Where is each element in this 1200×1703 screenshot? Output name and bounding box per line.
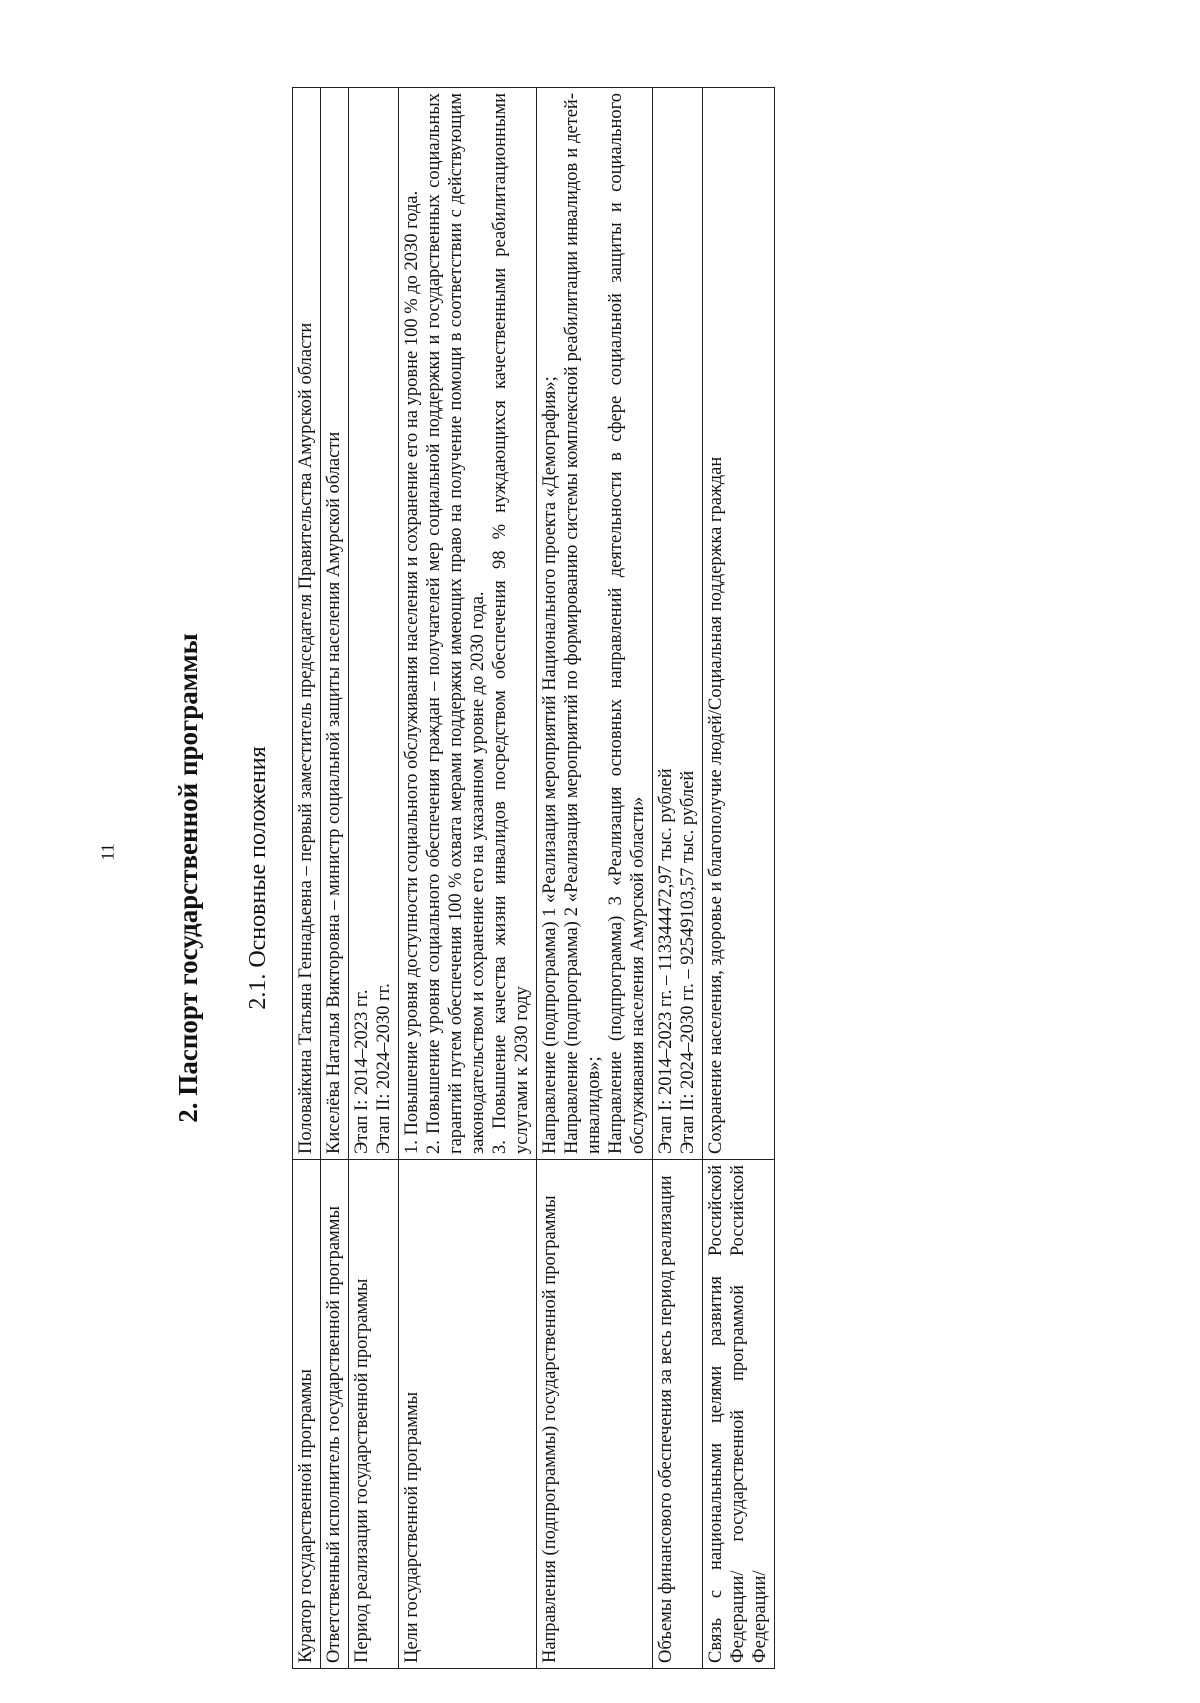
row-value-line: 1. Повышение уровня доступности социального обслуживания населения и сохранение его на уровне 100 % до 2030 года. (402, 190, 422, 1154)
table-row (399, 88, 537, 1669)
row-value-line: Направление (подпрограмма) 3 «Реализация основных направлений деятельности в сфере социальной защиты и социального обслуживания населения Амурской области» (606, 93, 648, 1154)
row-label: Направления (подпрограммы) государственной программы (537, 1160, 653, 1669)
row-value-line: Этап II: 2024–2030 гг. – 92549103,57 тыс. рублей (678, 770, 698, 1154)
table-row (537, 88, 653, 1669)
row-value (703, 88, 775, 1160)
table-row (703, 88, 775, 1669)
document-content (170, 87, 1050, 1669)
row-value (321, 88, 349, 1160)
row-value (399, 88, 537, 1160)
row-value-line: Направление (подпрограмма) 1 «Реализация мероприятий Национального проекта «Демография»; (540, 376, 560, 1154)
row-value (537, 88, 653, 1160)
table-row (293, 88, 321, 1669)
row-value-line: Этап II: 2024–2030 гг. (374, 983, 394, 1154)
page-title: 2. Паспорт государственной программы (173, 633, 203, 1123)
row-label: Ответственный исполнитель государственной программы (321, 1160, 349, 1669)
row-value (349, 88, 399, 1160)
row-value-line: 2. Повышение уровня социального обеспечения граждан – получателей мер социальной поддержки и государственных социальных гарантий путем обеспечения 100 % охвата мерами поддержки имеющих право на получение помощи в соответствии с действующим законодательством и сохранение его на указанном уровне до 2030 года. (424, 93, 488, 1154)
row-label: Объемы финансового обеспечения за весь период реализации (653, 1160, 703, 1669)
row-value-line: Киселёва Наталья Викторовна – министр социальной защиты населения Амурской области (324, 431, 344, 1154)
row-value (653, 88, 703, 1160)
row-value (293, 88, 321, 1160)
row-value-line: Этап I: 2014–2023 гг. (352, 989, 372, 1154)
section-title: 2.1. Основные положения (245, 746, 271, 1010)
program-passport-table (292, 87, 775, 1669)
row-value-line: Половайкина Татьяна Геннадьевна – первый заместитель председателя Правительства Амурской области (296, 322, 316, 1154)
row-value-line: Направление (подпрограмма) 2 «Реализация мероприятий по формированию системы комплексной реабилитации инвалидов и детей-инвалидов»; (562, 93, 604, 1154)
row-value-line: Сохранение населения, здоровье и благополучие людей/Социальная поддержка граждан (706, 456, 726, 1154)
table-row (321, 88, 349, 1669)
row-value-line: 3. Повышение качества жизни инвалидов посредством обеспечения 98 % нуждающихся качественными реабилитационными услугами к 2030 году (490, 93, 532, 1154)
row-value-line: Этап I: 2014–2023 гг. – 113344472,97 тыс. рублей (656, 768, 676, 1154)
row-label: Связь с национальными целями развития Российской Федерации/ государственной программой Российской Федерации/ (703, 1160, 775, 1669)
row-label: Куратор государственной программы (293, 1160, 321, 1669)
table-row (653, 88, 703, 1669)
row-label: Цели государственной программы (399, 1160, 537, 1669)
row-label: Период реализации государственной программы (349, 1160, 399, 1669)
table-row (349, 88, 399, 1669)
page-number: 11 (97, 843, 118, 861)
